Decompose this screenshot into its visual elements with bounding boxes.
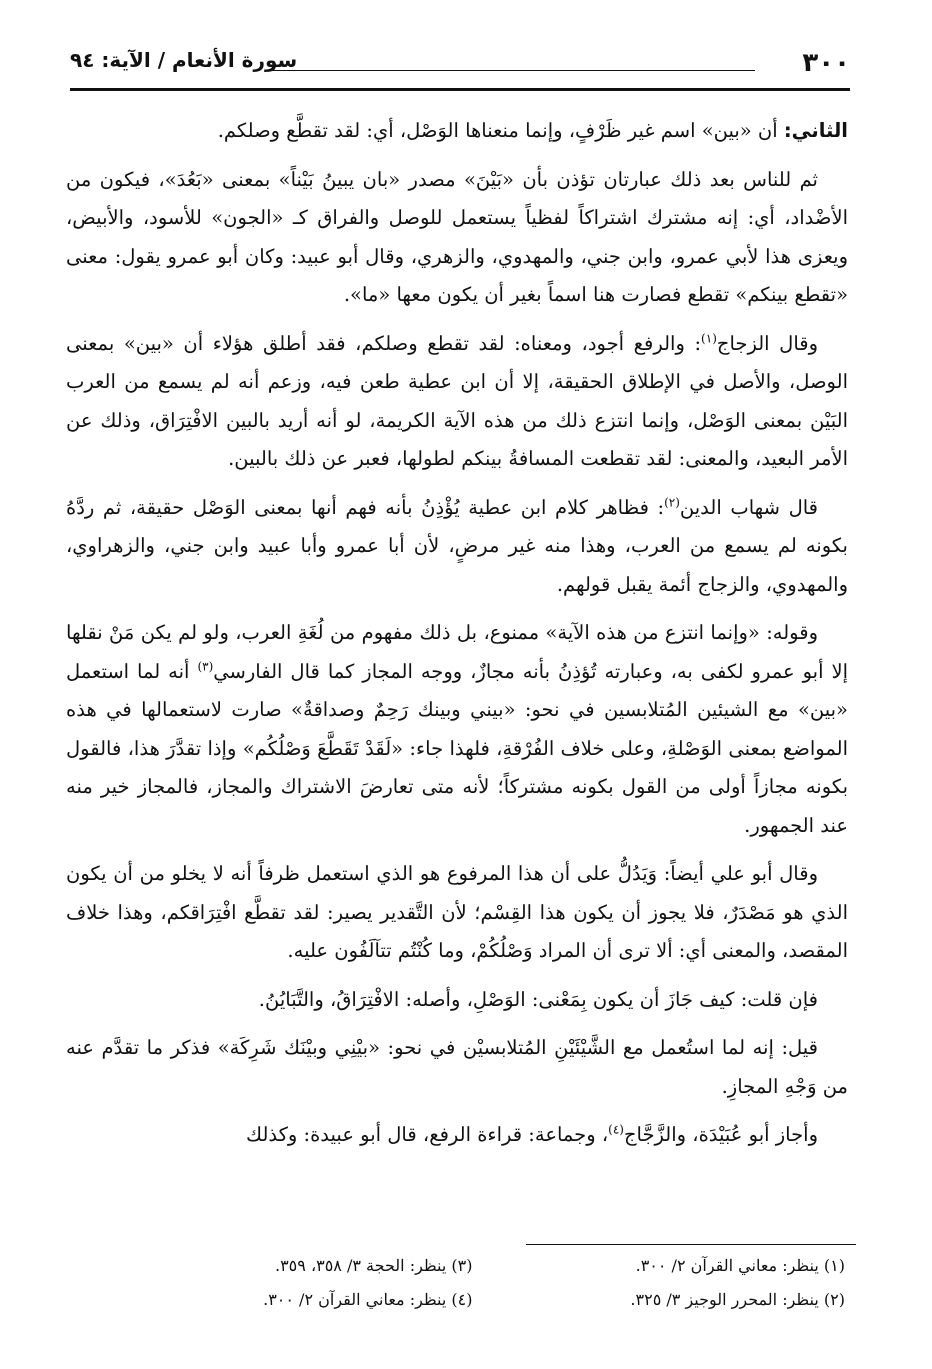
header-rule [270,70,755,71]
paragraph-text: وقوله: «وإنما انتزع من هذه الآية» ممنوع، بل ذلك مفهوم من لُغَةِ العرب، ولو لم يكن مَنْ نقلها إلا أبو عمرو لكفى به، وعبارته تُؤذِنُ بأنه مجازٌ، ووجه المجاز كما قال الفارسي [66,621,849,683]
paragraph [66,855,848,971]
footnote-2: (٢) ينظر: المحرر الوجيز ٣/ ٣٢٥. [630,1290,845,1309]
paragraph-text: أن «بين» اسم غير ظَرْفٍ، وإنما منعناها الوَصْل، أي: لقد تقطَّع وصلكم. [217,119,784,142]
paragraph [66,489,848,605]
paragraph-text: أنه لما استعمل «بين» مع الشيئين المُتلابسين في نحو: «بيني وبينك رَحِمٌ وصداقةٌ» صارت لاستعمالها في هذه المواضع بمعنى الوَصْلةِ، وعلى خلاف الفُرْقةِ، فلهذا جاء: «لَقَدْ تَقَطَّعَ وَصْلُكُم» وإذا تقدَّرَ هذا، فالقول بكونه مجازاً أولى من القول بكونه مشتركاً؛ لأنه متى تعارضَ الاشتراك والمجاز، فالمجاز خير منه عند الجمهور. [66,659,848,837]
page-header [70,42,850,82]
footnote-ref[interactable]: (٢) [664,495,680,509]
paragraph-text: قيل: إنه لما استُعمل مع الشَّيْئَيْنِ المُتلابسيْن في نحو: «بيْنِي وبيْنَك شَرِكَة» فذكر ما تقدَّم عنه من وَجْهِ المجازِ. [66,1036,848,1098]
paragraph [66,614,848,845]
body-text [66,112,848,1165]
paragraph-text: ، وجماعة: قراءة الرفع، قال أبو عبيدة: وكذلك [246,1123,609,1146]
footnote-ref[interactable]: (١) [701,331,717,345]
paragraph-text: ثم للناس بعد ذلك عبارتان تؤذن بأن «بَيْنَ» مصدر «بان يبينُ بَيْناً» بمعنى «بَعُدَ»، فيكون من الأضْداد، أي: إنه مشترك اشتراكاً لفظياً يستعمل للوصل والفراق كـ «الجون» للأسود، والأبيض، ويعزى هذا لأبي عمرو، وابن جني، والمهدوي، والزهري، وقال أبو عبيد: وكان أبو عمرو يقول: معنى «تقطع بينكم» تقطع فصارت هنا اسماً بغير أن يكون معها «ما». [66,167,848,306]
paragraph [66,981,848,1020]
paragraph-text: فإن قلت: كيف جَازَ أن يكون بِمَعْنى: الوَصْلِ، وأصله: الافْتِرَاقُ، والتَّبَايُنُ. [258,987,818,1011]
page-number: ٣٠٠ [802,48,850,78]
footnote-ref[interactable]: (٣) [197,659,214,673]
paragraph-text: : والرفع أجود، ومعناه: لقد تقطع وصلكم، فقد أطلق هؤلاء أن «بين» بمعنى الوصل، والأصل في الإطلاق الحقيقة، إلا أن ابن عطية طعن فيه، وزعم أنه لم يسمع من العرب البَيْن بمعنى الوَصْل، وإنما انتزع ذلك من هذه الآية الكريمة، لو أنه أريد بالبين الافْتِرَاق، وذلك عن الأمر البعيد، والمعنى: لقد تقطعت المسافةُ بينكم لطولها، فعبر عن ذلك بالبين. [66,331,848,470]
paragraph-text: وأجاز أبو عُبَيْدَة، والزَّجَّاج [623,1123,818,1146]
paragraph [66,161,848,315]
footnote-ref[interactable]: (٤) [608,1122,624,1137]
footnote-4: (٤) ينظر: معاني القرآن ٢/ ٣٠٠. [263,1290,473,1309]
paragraph-lead: الثاني: [783,119,848,142]
header-divider [70,88,850,91]
footnotes [100,1252,845,1314]
paragraph [66,325,848,479]
footnote-3: (٣) ينظر: الحجة ٣/ ٣٥٨، ٣٥٩. [274,1256,473,1275]
footnote-1: (١) ينظر: معاني القرآن ٢/ ٣٠٠. [635,1256,845,1275]
paragraph-text: وقال أبو علي أيضاً: وَيَدُلُّ على أن هذا المرفوع هو الذي استعمل ظرفاً أنه لا يخلو من أن يكون الذي هو مَصْدَرٌ، فلا يجوز أن يكون هذا القِسْم؛ لأن التَّقدير يصير: لقد تقطَّع افْتِرَاقكم، وهذا خلاف المقصد، والمعنى أي: ألا ترى أن المراد وَصْلُكُمْ، وما كُنْتُم تتآلَفُون عليه. [66,862,848,962]
running-title: سورة الأنعام / الآية: ٩٤ [70,48,298,72]
paragraph [66,1029,848,1106]
paragraph-text: قال شهاب الدين [679,495,818,519]
paragraph-text: وقال الزجاج [716,331,819,355]
paragraph-text: : فظاهر كلام ابن عطية يُؤْذِنُ بأنه فهم أنها بمعنى الوَصْل حقيقة، ثم ردَّهُ بكونه لم يسمع من العرب، وهذا منه غير مرضٍ، لأن أبا عمرو وأبا عبيد وابن جني، والزهراوي، والمهدوي، والزجاج أئمة يقبل قولهم. [66,495,848,596]
paragraph [66,112,848,151]
footnote-divider [526,1244,856,1245]
paragraph [66,1116,848,1155]
